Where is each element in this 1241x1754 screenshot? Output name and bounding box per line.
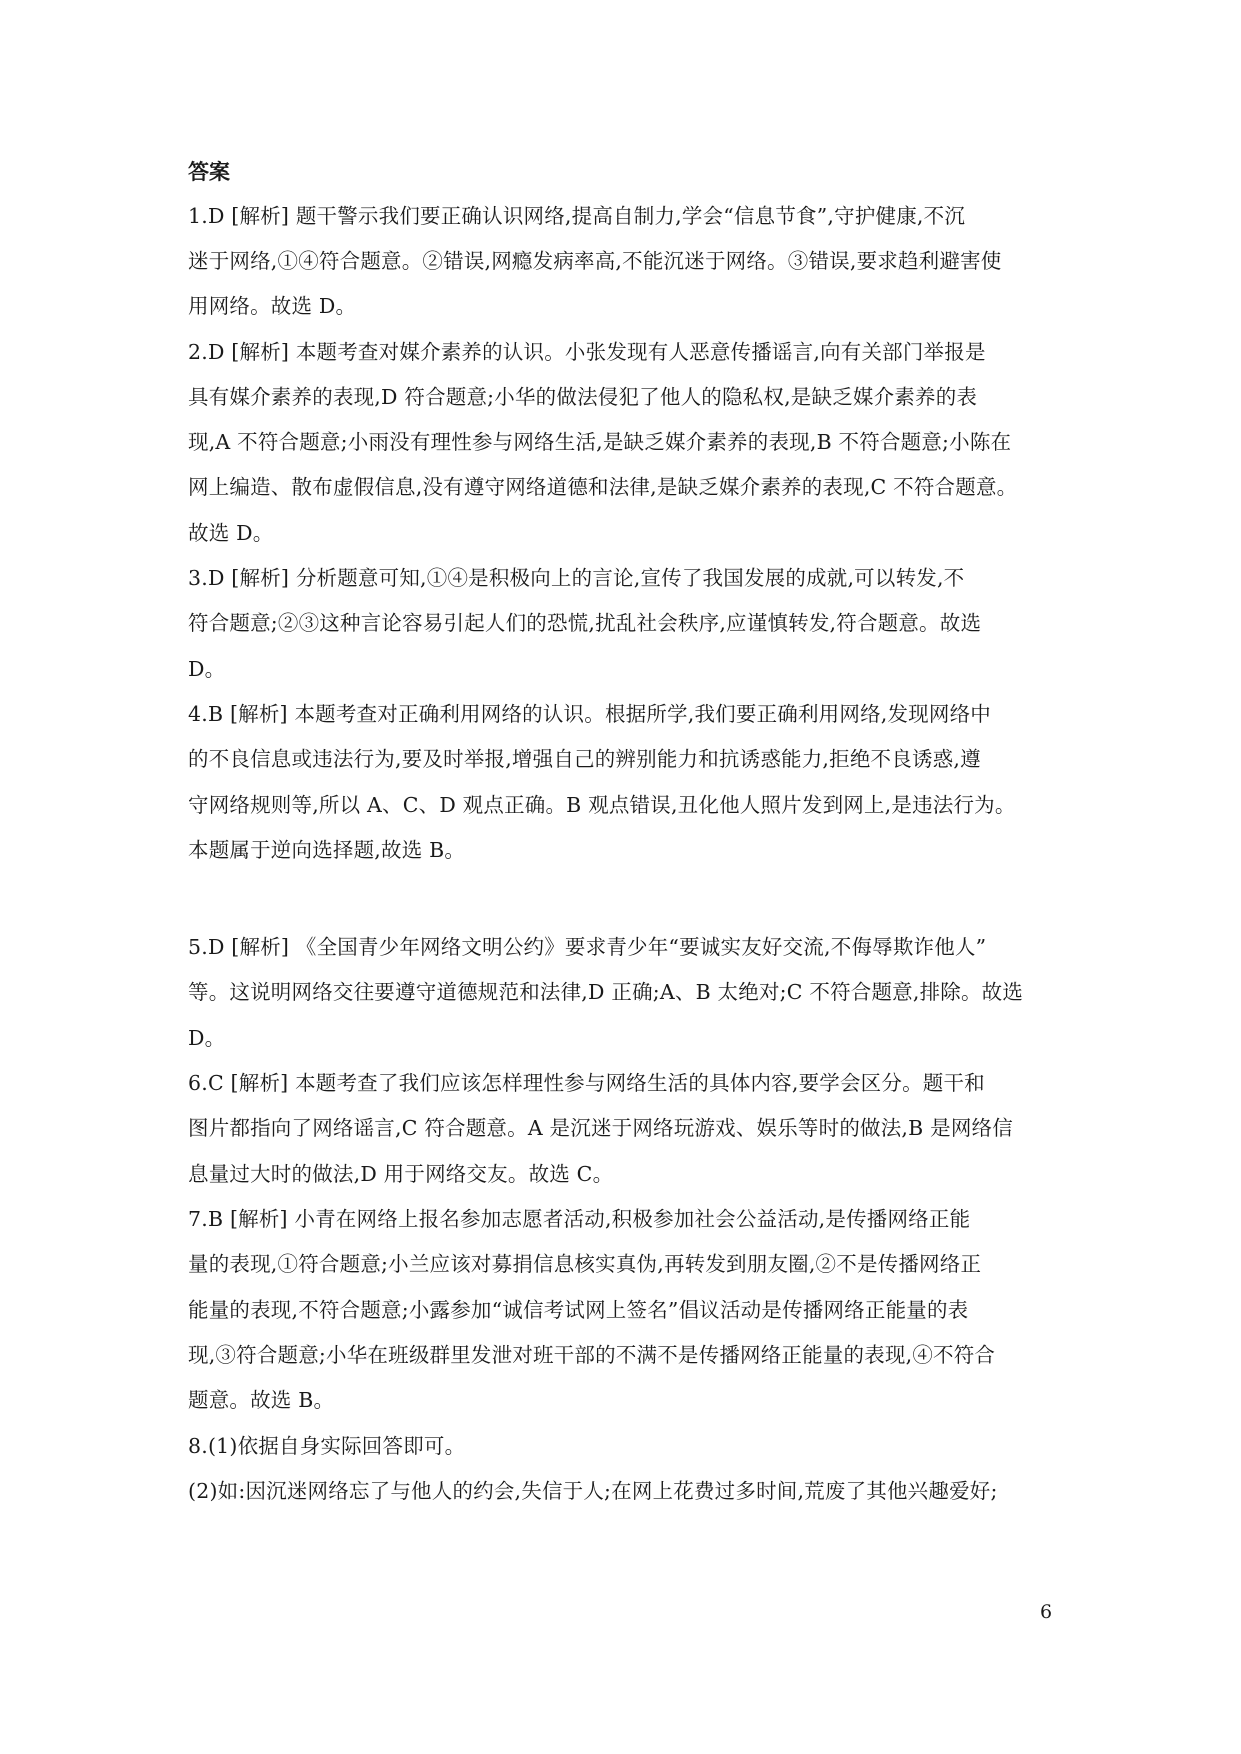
text-line: 网上编造、散布虚假信息,没有遵守网络道德和法律,是缺乏媒介素养的表现,C 不符合题意。 (188, 475, 1018, 499)
text-line: 本题属于逆向选择题,故选 B。 (188, 838, 466, 862)
text-line: D。 (188, 657, 226, 681)
text-line: 6.C [解析] 本题考查了我们应该怎样理性参与网络生活的具体内容,要学会区分。题干和 (188, 1071, 985, 1095)
text-line: 5.D [解析] 《全国青少年网络文明公约》要求青少年“要诚实友好交流,不侮辱欺诈他人” (188, 935, 987, 959)
text-line: 8.(1)依据自身实际回答即可。 (188, 1434, 466, 1458)
text-line: 题意。故选 B。 (188, 1388, 335, 1412)
text-line: 能量的表现,不符合题意;小露参加“诚信考试网上签名”倡议活动是传播网络正能量的表 (188, 1298, 969, 1322)
text-line: 7.B [解析] 小青在网络上报名参加志愿者活动,积极参加社会公益活动,是传播网络正能 (188, 1207, 971, 1231)
text-line: D。 (188, 1026, 226, 1050)
page-number: 6 (1040, 1601, 1053, 1623)
text-line: 守网络规则等,所以 A、C、D 观点正确。B 观点错误,丑化他人照片发到网上,是违法行为。 (188, 793, 1016, 817)
text-line: 1.D [解析] 题干警示我们要正确认识网络,提高自制力,学会“信息节食”,守护健康,不沉 (188, 204, 966, 228)
text-line: 故选 D。 (188, 521, 274, 545)
text-line: 4.B [解析] 本题考查对正确利用网络的认识。根据所学,我们要正确利用网络,发现网络中 (188, 702, 991, 726)
text-line: (2)如:因沉迷网络忘了与他人的约会,失信于人;在网上花费过多时间,荒废了其他兴趣爱好; (188, 1479, 998, 1503)
text-line: 用网络。故选 D。 (188, 294, 357, 318)
text-line: 图片都指向了网络谣言,C 符合题意。A 是沉迷于网络玩游戏、娱乐等时的做法,B 是网络信 (188, 1116, 1013, 1140)
text-line: 3.D [解析] 分析题意可知,①④是积极向上的言论,宣传了我国发展的成就,可以转发,不 (188, 566, 965, 590)
text-line: 量的表现,①符合题意;小兰应该对募捐信息核实真伪,再转发到朋友圈,②不是传播网络正 (188, 1252, 982, 1276)
text-line: 现,A 不符合题意;小雨没有理性参与网络生活,是缺乏媒介素养的表现,B 不符合题意;小陈在 (188, 430, 1012, 454)
text-line: 等。这说明网络交往要遵守道德规范和法律,D 正确;A、B 太绝对;C 不符合题意,排除。故选 (188, 980, 1024, 1004)
text-line: 符合题意;②③这种言论容易引起人们的恐慌,扰乱社会秩序,应谨慎转发,符合题意。故选 (188, 611, 982, 635)
text-line: 迷于网络,①④符合题意。②错误,网瘾发病率高,不能沉迷于网络。③错误,要求趋利避害使 (188, 249, 1002, 273)
text-line: 2.D [解析] 本题考查对媒介素养的认识。小张发现有人恶意传播谣言,向有关部门举报是 (188, 340, 986, 364)
text-line: 具有媒介素养的表现,D 符合题意;小华的做法侵犯了他人的隐私权,是缺乏媒介素养的表 (188, 385, 978, 409)
text-line: 的不良信息或违法行为,要及时举报,增强自己的辨别能力和抗诱惑能力,拒绝不良诱惑,遵 (188, 747, 981, 771)
text-line: 息量过大时的做法,D 用于网络交友。故选 C。 (188, 1162, 614, 1186)
answer-heading: 答案 (188, 160, 230, 184)
text-line: 现,③符合题意;小华在班级群里发泄对班干部的不满不是传播网络正能量的表现,④不符合 (188, 1343, 996, 1367)
